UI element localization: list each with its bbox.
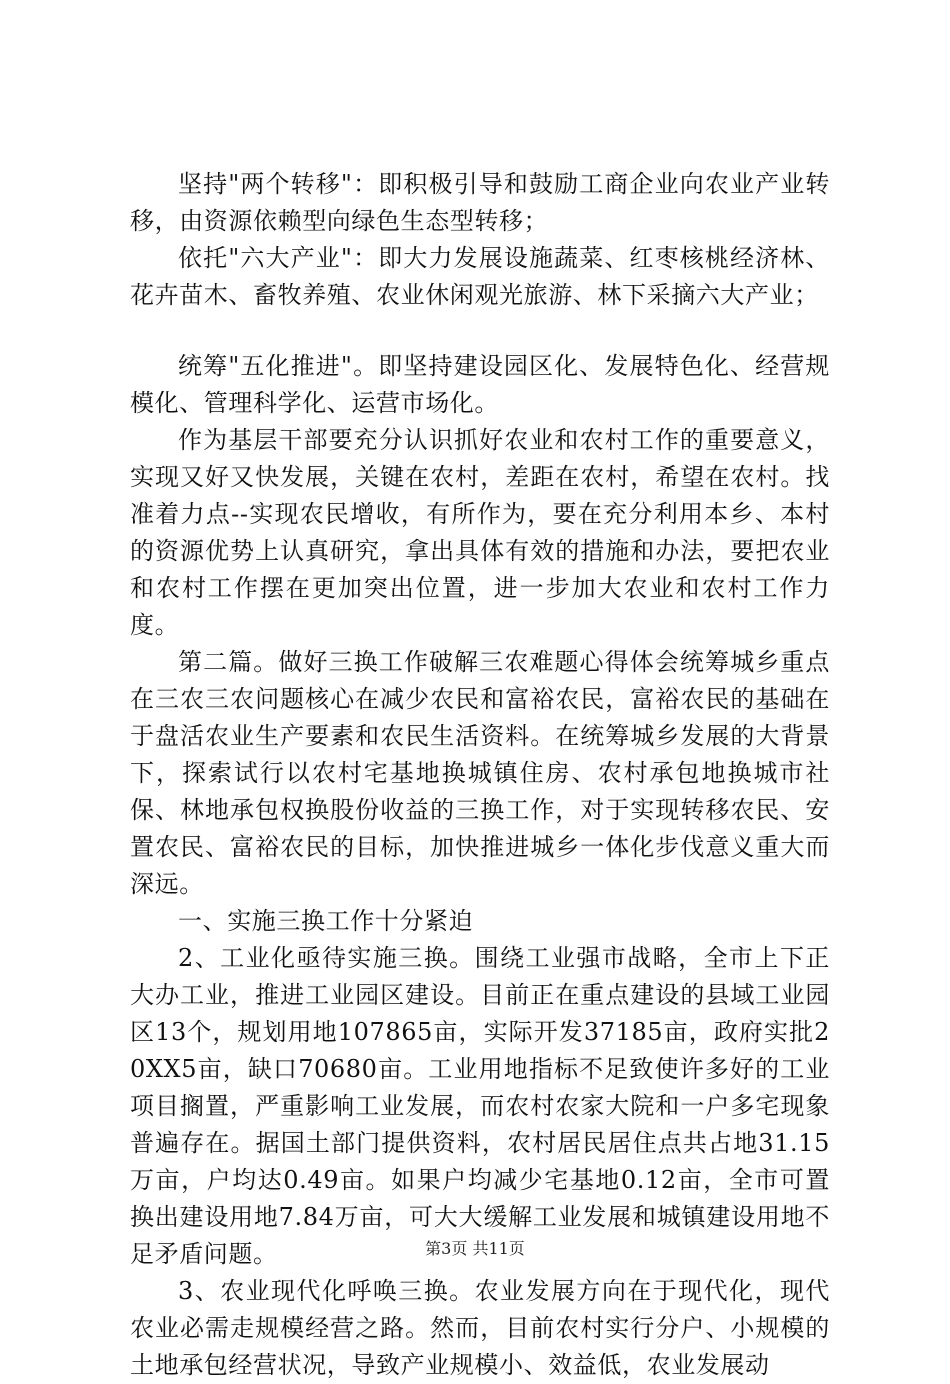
paragraph-five-modernizations: 统筹"五化推进"。即坚持建设园区化、发展特色化、经营规模化、管理科学化、运营市场化。 <box>130 352 830 417</box>
paragraph-grassroots-cadres: 作为基层干部要充分认识抓好农业和农村工作的重要意义，实现又好又快发展，关键在农村，差距在农村，希望在农村。找准着力点--实现农民增收，有所作为，要在充分利用本乡、本村的资源优势上认真研究，拿出具体有效的措施和办法，要把农业和农村工作摆在更加突出位置，进一步加大农业和农村工作力度。 <box>130 426 830 639</box>
section-heading-urgency: 一、实施三换工作十分紧迫 <box>178 907 474 935</box>
paragraph-two-transfers: 坚持"两个转移"：即积极引导和鼓励工商企业向农业产业转移，由资源依赖型向绿色生态型转移； <box>130 170 830 235</box>
paragraph-six-industries: 依托"六大产业"：即大力发展设施蔬菜、红枣核桃经济林、花卉苗木、畜牧养殖、农业休闲观光旅游、林下采摘六大产业； <box>130 244 830 309</box>
document-body <box>130 166 830 1384</box>
paragraph-spacer <box>130 314 830 348</box>
paragraph-industrialization: 2、工业化亟待实施三换。围绕工业强市战略，全市上下正大办工业，推进工业园区建设。目前正在重点建设的县域工业园区13个，规划用地107865亩，实际开发37185亩，政府实批20XX5亩，缺口70680亩。工业用地指标不足致使许多好的工业项目搁置，严重影响工业发展，而农村农家大院和一户多宅现象普遍存在。据国土部门提供资料，农村居民居住点共占地31.15万亩，户均达0.49亩。如果户均减少宅基地0.12亩，全市可置换出建设用地7.84万亩，可大大缓解工业发展和城镇建设用地不足矛盾问题。 <box>130 944 830 1268</box>
page-number-footer: 第3页 共11页 <box>425 1239 525 1258</box>
paragraph-agricultural-modernization: 3、农业现代化呼唤三换。农业发展方向在于现代化，现代农业必需走规模经营之路。然而，目前农村实行分户、小规模的土地承包经营状况，导致产业规模小、效益低，农业发展动 <box>130 1277 830 1379</box>
paragraph-second-article: 第二篇。做好三换工作破解三农难题心得体会统筹城乡重点在三农三农问题核心在减少农民和富裕农民，富裕农民的基础在于盘活农业生产要素和农民生活资料。在统筹城乡发展的大背景下，探索试行以农村宅基地换城镇住房、农村承包地换城市社保、林地承包权换股份收益的三换工作，对于实现转移农民、安置农民、富裕农民的目标，加快推进城乡一体化步伐意义重大而深远。 <box>130 648 830 898</box>
